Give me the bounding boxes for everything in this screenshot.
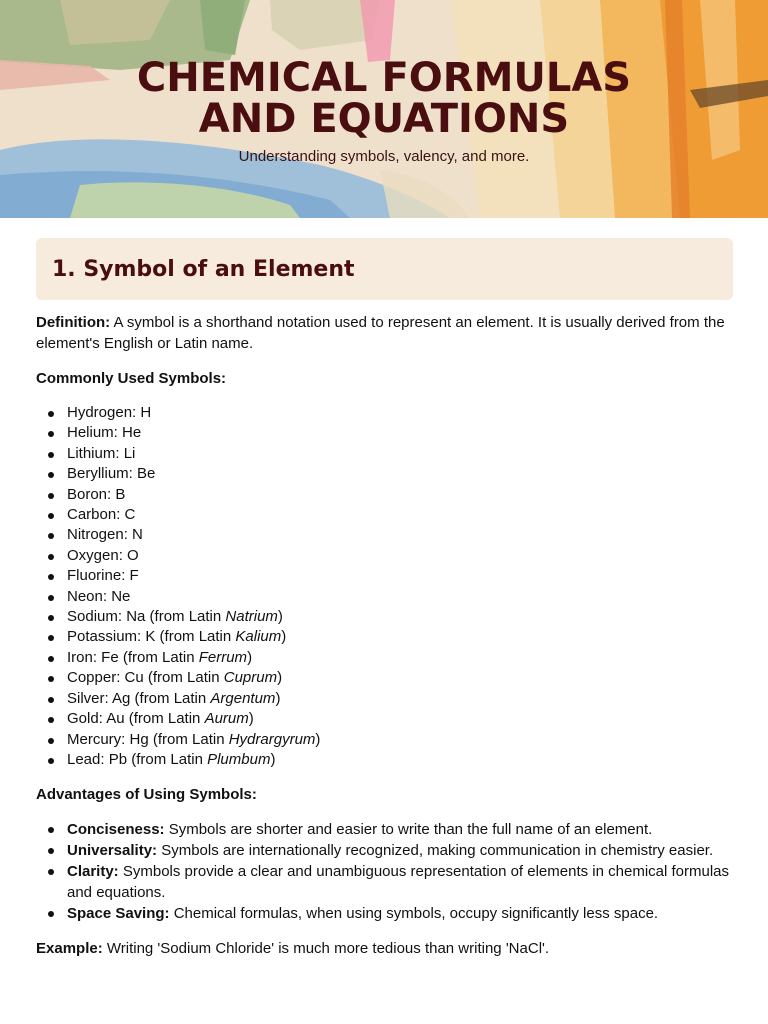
symbol-text: Mercury: Hg (from Latin (67, 730, 229, 748)
definition-paragraph (36, 312, 733, 354)
closing-paren: ) (270, 750, 276, 768)
advantage-term: Clarity: (67, 863, 119, 881)
symbol-text: Sodium: Na (from Latin (67, 608, 226, 626)
latin-name: Cuprum (223, 669, 278, 687)
symbol-list-item (36, 566, 733, 586)
symbol-text: Copper: Cu (from Latin (67, 669, 224, 687)
example-paragraph (36, 938, 733, 959)
symbol-list-item (36, 464, 733, 484)
symbol-text: Boron: B (67, 485, 126, 503)
symbol-text: Oxygen: O (67, 546, 139, 564)
closing-paren: ) (277, 608, 283, 626)
symbol-text: Neon: Ne (67, 587, 131, 605)
symbol-list-item (36, 587, 733, 607)
latin-name: Ferrum (198, 648, 248, 666)
latin-name: Argentum (210, 689, 276, 707)
latin-name: Hydrargyrum (228, 730, 316, 748)
closing-paren: ) (275, 689, 281, 707)
symbol-text: Silver: Ag (from Latin (67, 689, 211, 707)
symbol-text: Gold: Au (from Latin (67, 710, 205, 728)
advantage-text: Chemical formulas, when using symbols, occupy significantly less space. (169, 905, 659, 923)
latin-name: Natrium (225, 608, 278, 626)
closing-paren: ) (248, 710, 254, 728)
symbols-list (36, 403, 733, 770)
advantage-term: Space Saving: (67, 905, 170, 923)
symbol-text: Carbon: C (67, 506, 136, 524)
page-title (0, 0, 768, 140)
closing-paren: ) (315, 730, 321, 748)
advantage-list-item (36, 861, 733, 903)
symbol-list-item (36, 423, 733, 443)
advantages-heading: Advantages of Using Symbols: (36, 786, 257, 804)
example-text: Writing 'Sodium Chloride' is much more tedious than writing 'NaCl'. (102, 940, 550, 958)
title-line-1: CHEMICAL FORMULAS (136, 55, 632, 101)
symbol-list-item (36, 403, 733, 423)
symbol-list-item (36, 668, 733, 688)
advantage-term: Conciseness: (67, 821, 165, 839)
advantage-text: Symbols are shorter and easier to write than the full name of an element. (164, 821, 653, 839)
example-label: Example: (36, 940, 103, 958)
definition-text: A symbol is a shorthand notation used to represent an element. It is usually derived from the element's English or Latin name. (36, 314, 725, 352)
symbol-list-item (36, 546, 733, 566)
symbol-list-item (36, 505, 733, 525)
symbol-text: Beryllium: Be (67, 465, 156, 483)
title-line-2: AND EQUATIONS (198, 96, 570, 142)
closing-paren: ) (281, 628, 287, 646)
symbol-text: Fluorine: F (67, 567, 139, 585)
symbol-list-item (36, 689, 733, 709)
advantage-list-item (36, 840, 733, 861)
latin-name: Aurum (204, 710, 249, 728)
advantages-list (36, 819, 733, 924)
definition-label: Definition: (36, 314, 111, 331)
symbol-text: Lead: Pb (from Latin (67, 750, 208, 768)
page-subtitle: Understanding symbols, valency, and more. (238, 148, 530, 165)
latin-name: Kalium (235, 628, 282, 646)
symbol-list-item (36, 648, 733, 668)
symbol-list-item (36, 485, 733, 505)
symbol-list-item (36, 525, 733, 545)
main-content (36, 238, 733, 959)
advantage-text: Symbols provide a clear and unambiguous representation of elements in chemical formulas and equations. (67, 863, 730, 902)
advantage-text: Symbols are internationally recognized, making communication in chemistry easier. (157, 842, 714, 860)
advantage-list-item (36, 903, 733, 924)
symbol-list-item (36, 627, 733, 647)
symbol-list-item (36, 750, 733, 770)
closing-paren: ) (277, 669, 283, 687)
advantage-list-item (36, 819, 733, 840)
symbol-text: Iron: Fe (from Latin (67, 648, 199, 666)
symbol-text: Lithium: Li (67, 444, 136, 462)
advantage-term: Universality: (67, 842, 158, 860)
common-symbols-heading: Commonly Used Symbols: (36, 370, 227, 387)
section-header-box (36, 238, 733, 300)
symbol-list-item (36, 730, 733, 750)
closing-paren: ) (247, 648, 253, 666)
symbol-text: Helium: He (67, 424, 142, 442)
latin-name: Plumbum (207, 750, 271, 768)
symbol-list-item (36, 709, 733, 729)
symbol-list-item (36, 607, 733, 627)
section-heading: 1. Symbol of an Element (52, 256, 355, 282)
header-banner (0, 0, 768, 218)
symbol-list-item (36, 444, 733, 464)
symbol-text: Nitrogen: N (67, 526, 143, 544)
symbol-text: Hydrogen: H (67, 404, 152, 421)
symbol-text: Potassium: K (from Latin (67, 628, 236, 646)
